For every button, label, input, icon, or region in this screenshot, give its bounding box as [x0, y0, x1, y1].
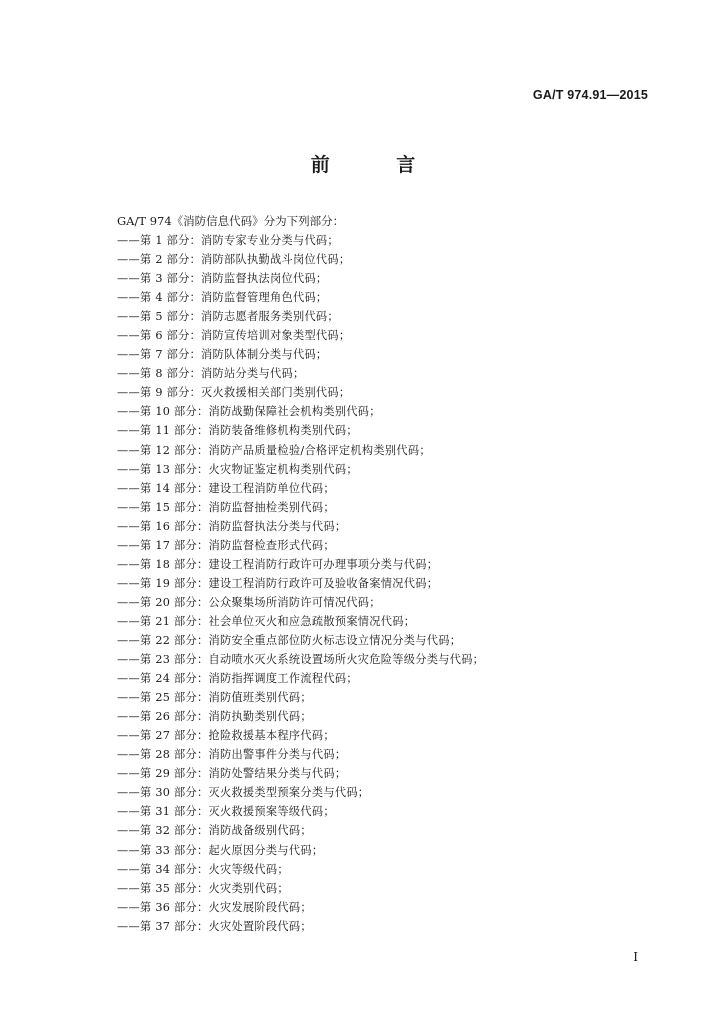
intro-text: GA/T 974《消防信息代码》分为下列部分： [117, 214, 345, 228]
list-item: ——第 2 部分：消防部队执勤战斗岗位代码； [117, 253, 351, 267]
list-item: ——第 37 部分：火灾处置阶段代码； [117, 919, 312, 933]
list-item: ——第 3 部分：消防监督执法岗位代码； [117, 272, 328, 286]
list-item: ——第 17 部分：消防监督检查形式代码； [117, 538, 335, 552]
parts-list [117, 231, 484, 936]
list-item: ——第 5 部分：消防志愿者服务类别代码； [117, 310, 339, 324]
list-item: ——第 21 部分：社会单位灭火和应急疏散预案情况代码； [117, 614, 416, 628]
list-item: ——第 35 部分：火灾类别代码； [117, 881, 289, 895]
standard-code: GA/T 974.91—2015 [532, 88, 648, 102]
list-item: ——第 8 部分：消防站分类与代码； [117, 367, 305, 381]
list-item: ——第 1 部分：消防专家专业分类与代码； [117, 234, 339, 247]
list-item: ——第 4 部分：消防监督管理角色代码； [117, 291, 328, 305]
list-item: ——第 11 部分：消防装备维修机构类别代码； [117, 424, 358, 438]
list-item: ——第 18 部分：建设工程消防行政许可办理事项分类与代码； [117, 557, 439, 571]
list-item: ——第 22 部分：消防安全重点部位防火标志设立情况分类与代码； [117, 633, 462, 647]
list-item: ——第 31 部分：灭火救援预案等级代码； [117, 805, 335, 819]
list-item: ——第 25 部分：消防值班类别代码； [117, 691, 312, 705]
list-item: ——第 26 部分：消防执勤类别代码； [117, 710, 312, 724]
page-title: 前 言 [310, 154, 446, 176]
list-item: ——第 20 部分：公众聚集场所消防许可情况代码； [117, 595, 381, 609]
list-item: ——第 6 部分：消防宣传培训对象类型代码； [117, 329, 351, 343]
list-item: ——第 15 部分：消防监督抽检类别代码； [117, 500, 335, 514]
list-item: ——第 7 部分：消防队体制分类与代码； [117, 348, 328, 362]
list-item: ——第 27 部分：抢险救援基本程序代码； [117, 729, 335, 743]
list-item: ——第 30 部分：灭火救援类型预案分类与代码； [117, 786, 370, 800]
list-item: ——第 14 部分：建设工程消防单位代码； [117, 481, 335, 495]
list-item: ——第 29 部分：消防处警结果分类与代码； [117, 767, 347, 781]
list-item: ——第 16 部分：消防监督执法分类与代码； [117, 519, 347, 533]
list-item: ——第 13 部分：火灾物证鉴定机构类别代码； [117, 462, 358, 476]
list-item: ——第 10 部分：消防战勤保障社会机构类别代码； [117, 405, 381, 419]
list-item: ——第 19 部分：建设工程消防行政许可及验收备案情况代码； [117, 576, 439, 590]
list-item: ——第 28 部分：消防出警事件分类与代码； [117, 748, 347, 762]
list-item: ——第 24 部分：消防指挥调度工作流程代码； [117, 672, 358, 686]
list-item: ——第 33 部分：起火原因分类与代码； [117, 843, 324, 857]
list-item: ——第 36 部分：火灾发展阶段代码； [117, 900, 312, 914]
list-item: ——第 32 部分：消防战备级别代码； [117, 824, 312, 838]
list-item: ——第 12 部分：消防产品质量检验/合格评定机构类别代码； [117, 443, 431, 457]
list-item: ——第 9 部分：灭火救援相关部门类别代码； [117, 386, 351, 400]
list-item: ——第 34 部分：火灾等级代码； [117, 862, 289, 876]
page-number: I [633, 950, 638, 964]
list-item: ——第 23 部分：自动喷水灭火系统设置场所火灾危险等级分类与代码； [117, 653, 485, 667]
